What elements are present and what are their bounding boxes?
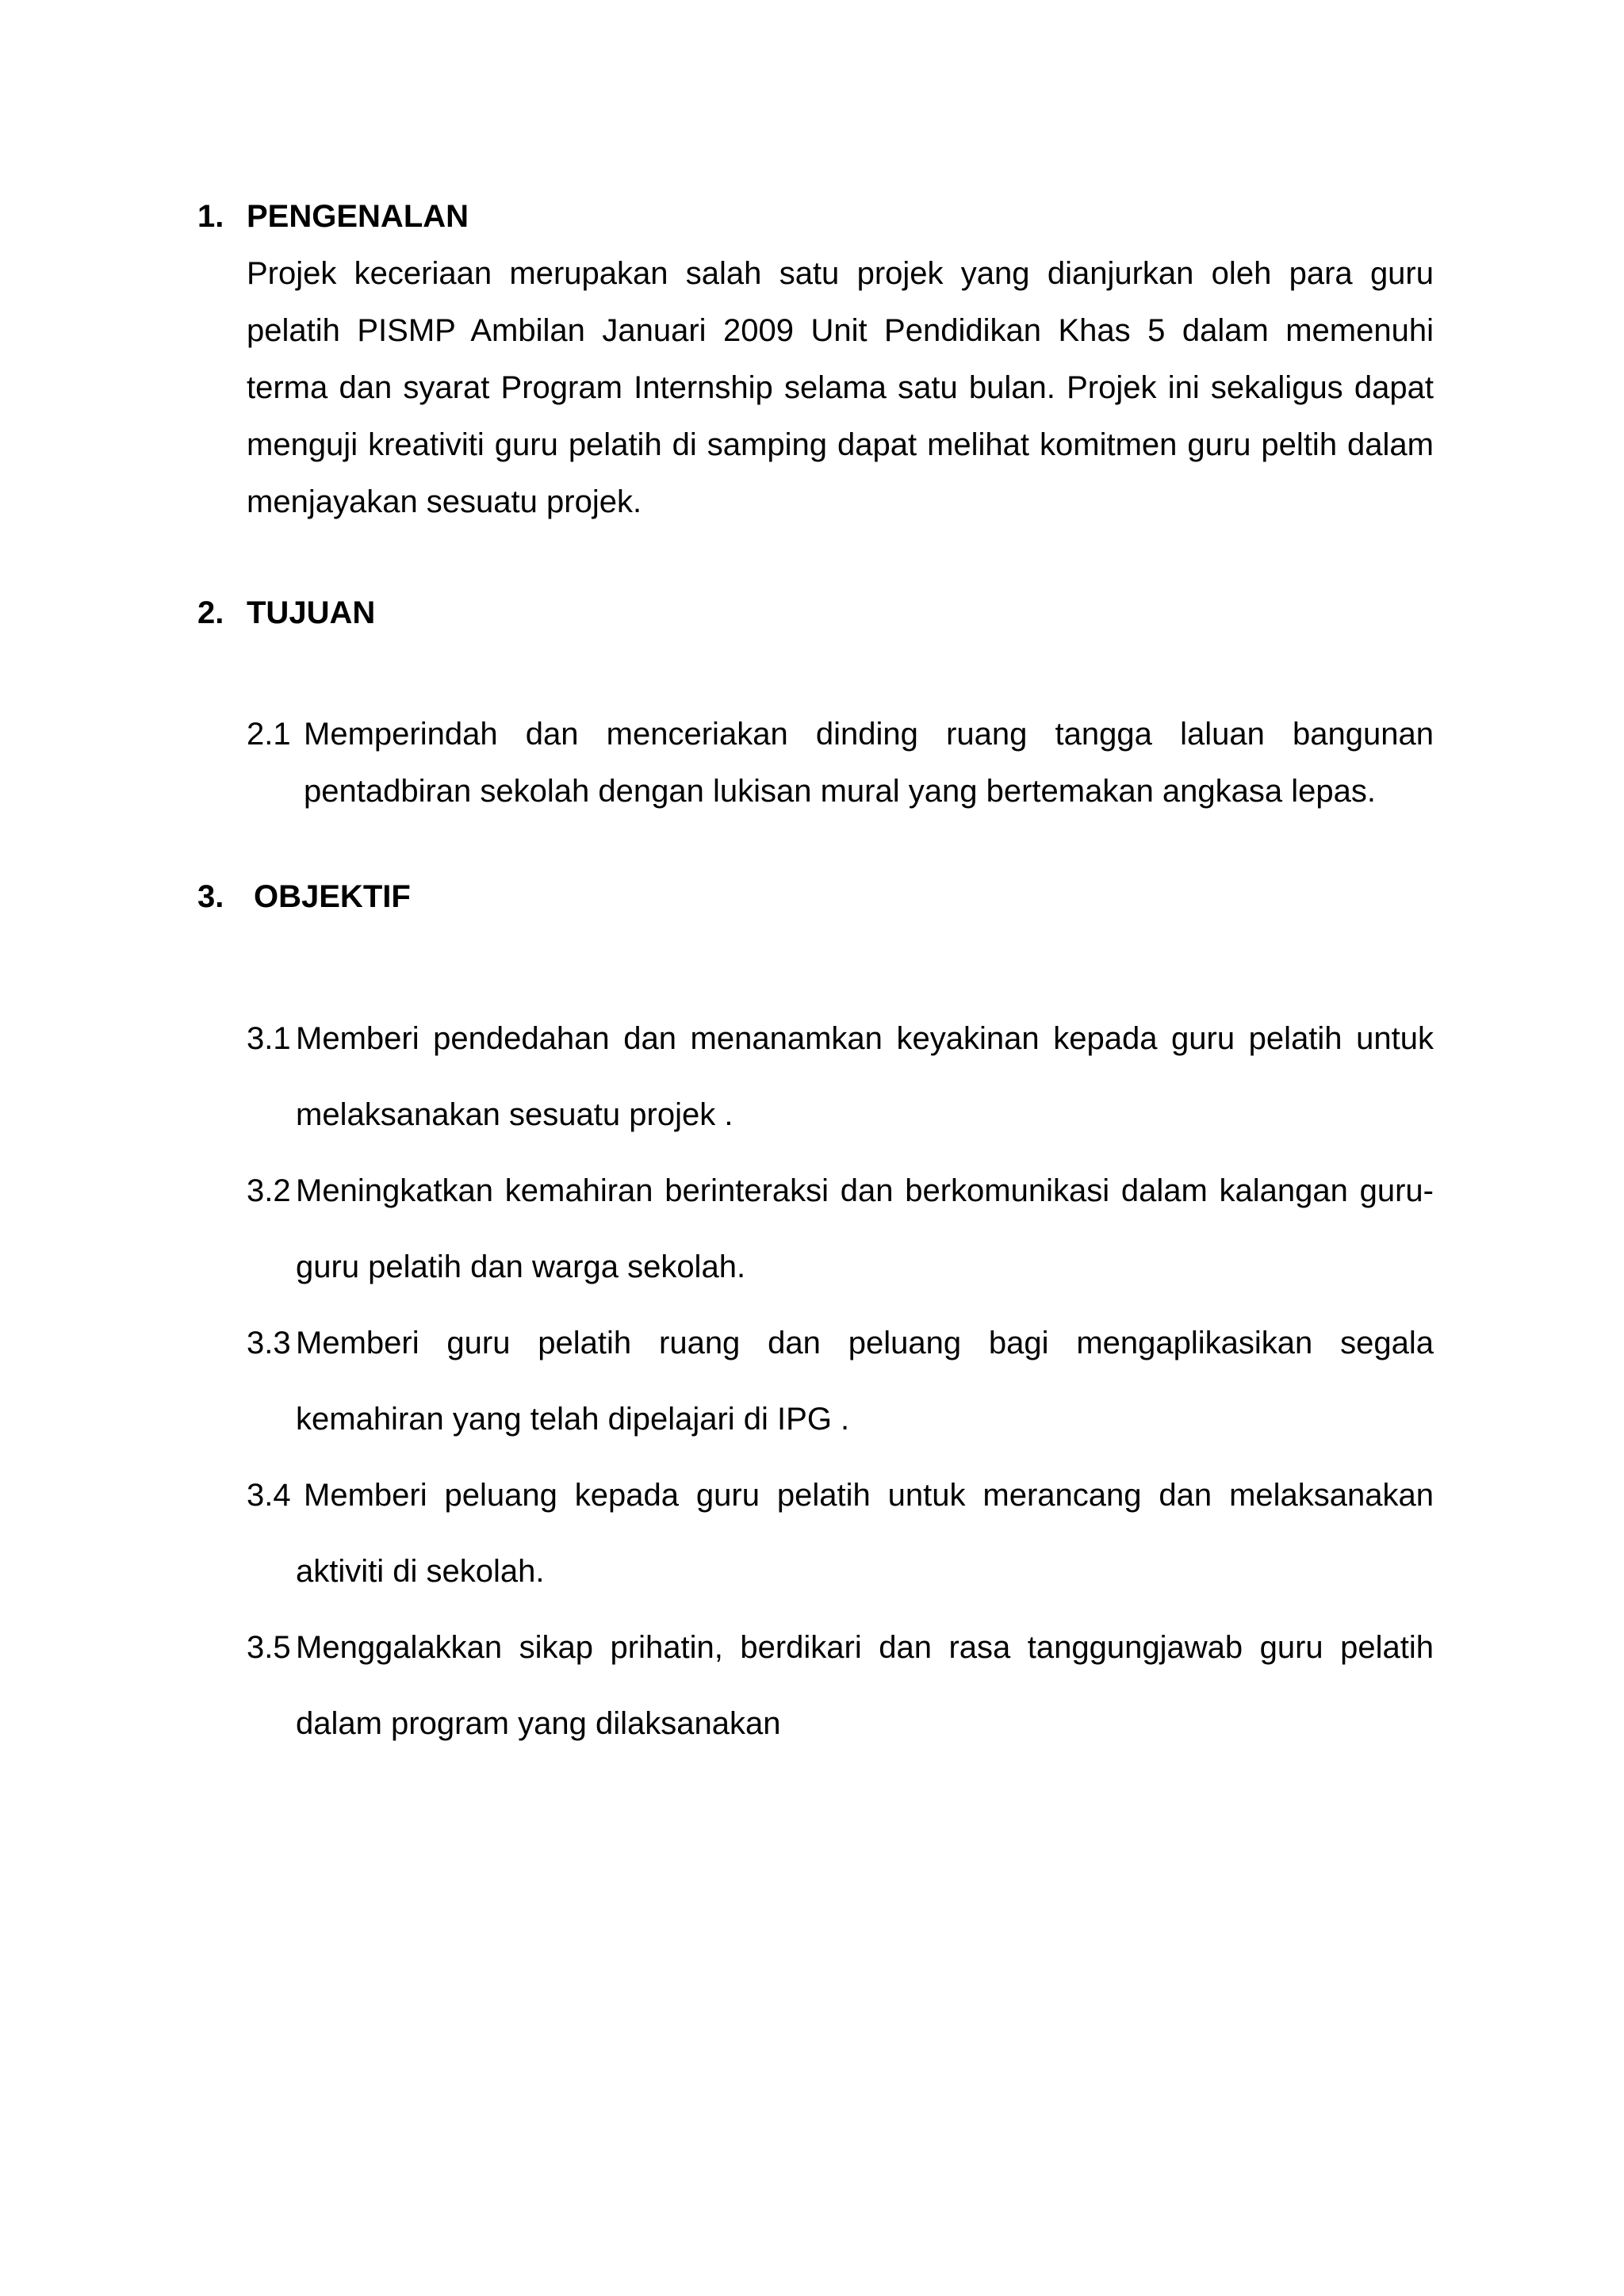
item-number: 2.1 xyxy=(247,717,291,752)
item-text: Memberi peluang kepada guru pelatih untuk merancang dan melaksanakan aktiviti di sekolah. xyxy=(296,1478,1434,1589)
item-text: Meningkatkan kemahiran berinteraksi dan berkomunikasi dalam kalangan guru-guru pelatih dan warga sekolah. xyxy=(296,1173,1434,1284)
section-title: TUJUAN xyxy=(247,595,376,630)
item-text: Memberi guru pelatih ruang dan peluang bagi mengaplikasikan segala kemahiran yang telah dipelajari di IPG . xyxy=(296,1326,1434,1437)
section-number: 2. xyxy=(197,595,224,630)
item-text: Menggalakkan sikap prihatin, berdikari dan rasa tanggungjawab guru pelatih dalam program yang dilaksanakan xyxy=(296,1630,1434,1741)
item-number: 3.3 xyxy=(247,1326,291,1360)
item-number: 3.5 xyxy=(247,1630,291,1665)
item-number: 3.2 xyxy=(247,1173,291,1208)
section-1-paragraph: Projek keceriaan merupakan salah satu projek yang dianjurkan oleh para guru pelatih PISMP Ambilan Januari 2009 Unit Pendidikan Khas 5 dalam memenuhi terma dan syarat Program Internship selama satu bulan. Projek ini sekaligus dapat menguji kreativiti guru pelatih di samping dapat melihat komitmen guru peltih dalam menjayakan sesuatu projek. xyxy=(247,256,1434,519)
section-number: 3. xyxy=(197,879,224,914)
section-title: PENGENALAN xyxy=(247,199,469,234)
section-title: OBJEKTIF xyxy=(254,879,411,914)
item-text: Memperindah dan menceriakan dinding ruang tangga laluan bangunan pentadbiran sekolah dengan lukisan mural yang bertemakan angkasa lepas. xyxy=(304,717,1434,809)
item-text: Memberi pendedahan dan menanamkan keyakinan kepada guru pelatih untuk melaksanakan sesuatu projek . xyxy=(296,1021,1434,1132)
item-number: 3.1 xyxy=(247,1021,291,1056)
section-number: 1. xyxy=(197,199,224,234)
item-number: 3.4 xyxy=(247,1478,291,1513)
